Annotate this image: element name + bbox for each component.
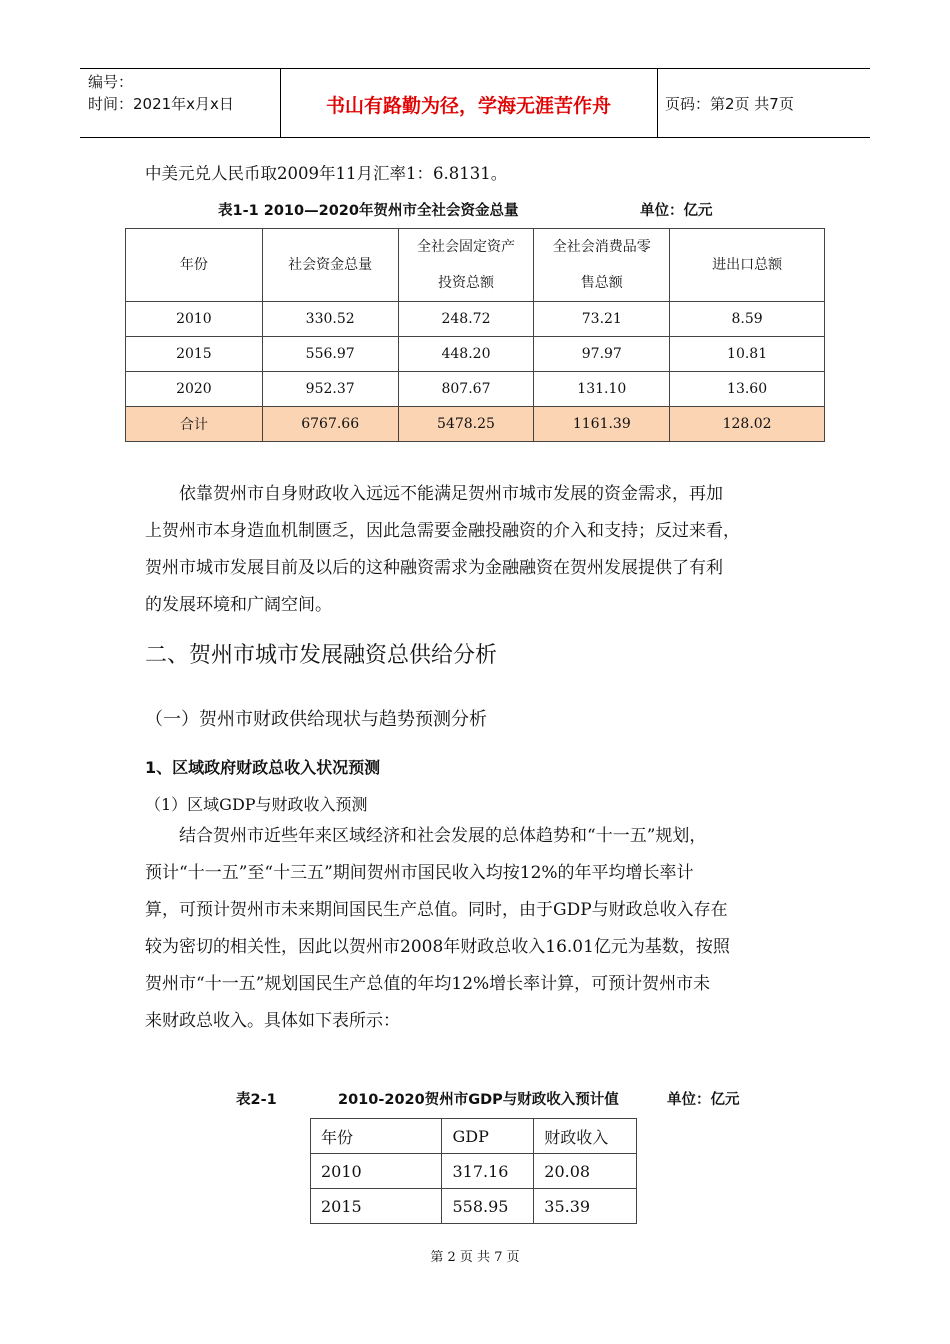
table-row [126, 302, 825, 337]
table-header-cell: 年份 [126, 229, 263, 302]
item-heading: 1、区域政府财政总收入状况预测 [145, 758, 381, 777]
table-header-cell: 进出口总额 [670, 229, 825, 302]
paragraph-line: 预计“十一五”至“十三五”期间贺州市国民收入均按12%的年平均增长率计 [145, 863, 694, 883]
table-cell: 2010 [126, 302, 263, 337]
header-page-number: 页码：第2页 共7页 [665, 95, 794, 113]
table-cell: 448.20 [398, 337, 534, 372]
table-cell: 2015 [311, 1189, 442, 1224]
gdp-revenue-table [310, 1118, 637, 1224]
table-cell: 248.72 [398, 302, 534, 337]
table2-caption-unit: 单位：亿元 [667, 1092, 740, 1108]
table-cell: 2010 [311, 1154, 442, 1189]
table-cell: 73.21 [534, 302, 670, 337]
paragraph-line: 依靠贺州市自身财政收入远远不能满足贺州市城市发展的资金需求，再加 [145, 484, 723, 504]
table-header-cell: 全社会固定资产 投资总额 [398, 229, 534, 302]
table-cell: 807.67 [398, 372, 534, 407]
table-header-row [311, 1119, 637, 1154]
table-cell: 128.02 [670, 407, 825, 442]
paragraph-line: 来财政总收入。具体如下表所示： [145, 1011, 400, 1031]
table-cell: 1161.39 [534, 407, 670, 442]
header-motto: 书山有路勤为径，学海无涯苦作舟 [325, 95, 611, 117]
table-header-row [126, 229, 825, 302]
body-paragraph [145, 476, 805, 624]
table-header-cell: 全社会消费品零 售总额 [534, 229, 670, 302]
table1-caption-title: 表1-1 2010—2020年贺州市全社会资金总量 [218, 203, 519, 219]
header-divider [657, 69, 658, 137]
paragraph-line: 的发展环境和广阔空间。 [145, 595, 332, 615]
table-cell: 合计 [126, 407, 263, 442]
table-row [126, 337, 825, 372]
body-paragraph [145, 818, 805, 1040]
page-footer: 第 2 页 共 7 页 [430, 1250, 520, 1265]
table-cell: 8.59 [670, 302, 825, 337]
table-cell: 556.97 [262, 337, 398, 372]
table-cell: 13.60 [670, 372, 825, 407]
table-cell: 97.97 [534, 337, 670, 372]
table-header-cell: 财政收入 [534, 1119, 637, 1154]
table-cell: 35.39 [534, 1189, 637, 1224]
table-header-cell: 社会资金总量 [262, 229, 398, 302]
table-cell: 5478.25 [398, 407, 534, 442]
sub-item-heading: （1）区域GDP与财政收入预测 [145, 795, 368, 814]
page-header [80, 68, 870, 138]
intro-line: 中美元兑人民币取2009年11月汇率1：6.8131。 [145, 164, 508, 183]
table-cell: 330.52 [262, 302, 398, 337]
table-row [126, 372, 825, 407]
document-time-label: 时间：2021年x月x日 [88, 95, 234, 113]
document-number-label: 编号： [88, 73, 134, 91]
table-cell: 317.16 [442, 1154, 534, 1189]
table-cell: 20.08 [534, 1154, 637, 1189]
paragraph-line: 贺州市城市发展目前及以后的这种融资需求为金融融资在贺州发展提供了有利 [145, 558, 723, 578]
table-cell: 558.95 [442, 1189, 534, 1224]
paragraph-line: 上贺州市本身造血机制匮乏，因此急需要金融投融资的介入和支持；反过来看， [145, 521, 740, 541]
section-heading: 二、贺州市城市发展融资总供给分析 [145, 643, 498, 668]
subsection-heading: （一）贺州市财政供给现状与趋势预测分析 [145, 709, 487, 730]
paragraph-line: 结合贺州市近些年来区域经济和社会发展的总体趋势和“十一五”规划， [145, 826, 707, 846]
table-cell: 2015 [126, 337, 263, 372]
table-header-cell: GDP [442, 1119, 534, 1154]
table-row [311, 1154, 637, 1189]
paragraph-line: 算，可预计贺州市未来期间国民生产总值。同时，由于GDP与财政总收入存在 [145, 900, 728, 920]
capital-total-table [125, 228, 825, 442]
table-cell: 131.10 [534, 372, 670, 407]
table-cell: 6767.66 [262, 407, 398, 442]
header-meta [88, 71, 284, 115]
table2-caption-title: 2010-2020贺州市GDP与财政收入预计值 [338, 1092, 619, 1108]
paragraph-line: 贺州市“十一五”规划国民生产总值的年均12%增长率计算，可预计贺州市未 [145, 974, 711, 994]
table1-caption-unit: 单位：亿元 [640, 203, 713, 219]
table-total-row [126, 407, 825, 442]
table-cell: 952.37 [262, 372, 398, 407]
paragraph-line: 较为密切的相关性，因此以贺州市2008年财政总收入16.01亿元为基数，按照 [145, 937, 730, 957]
table-cell: 2020 [126, 372, 263, 407]
table2-caption-number: 表2-1 [236, 1092, 277, 1108]
table-header-cell: 年份 [311, 1119, 442, 1154]
table-row [311, 1189, 637, 1224]
table-cell: 10.81 [670, 337, 825, 372]
